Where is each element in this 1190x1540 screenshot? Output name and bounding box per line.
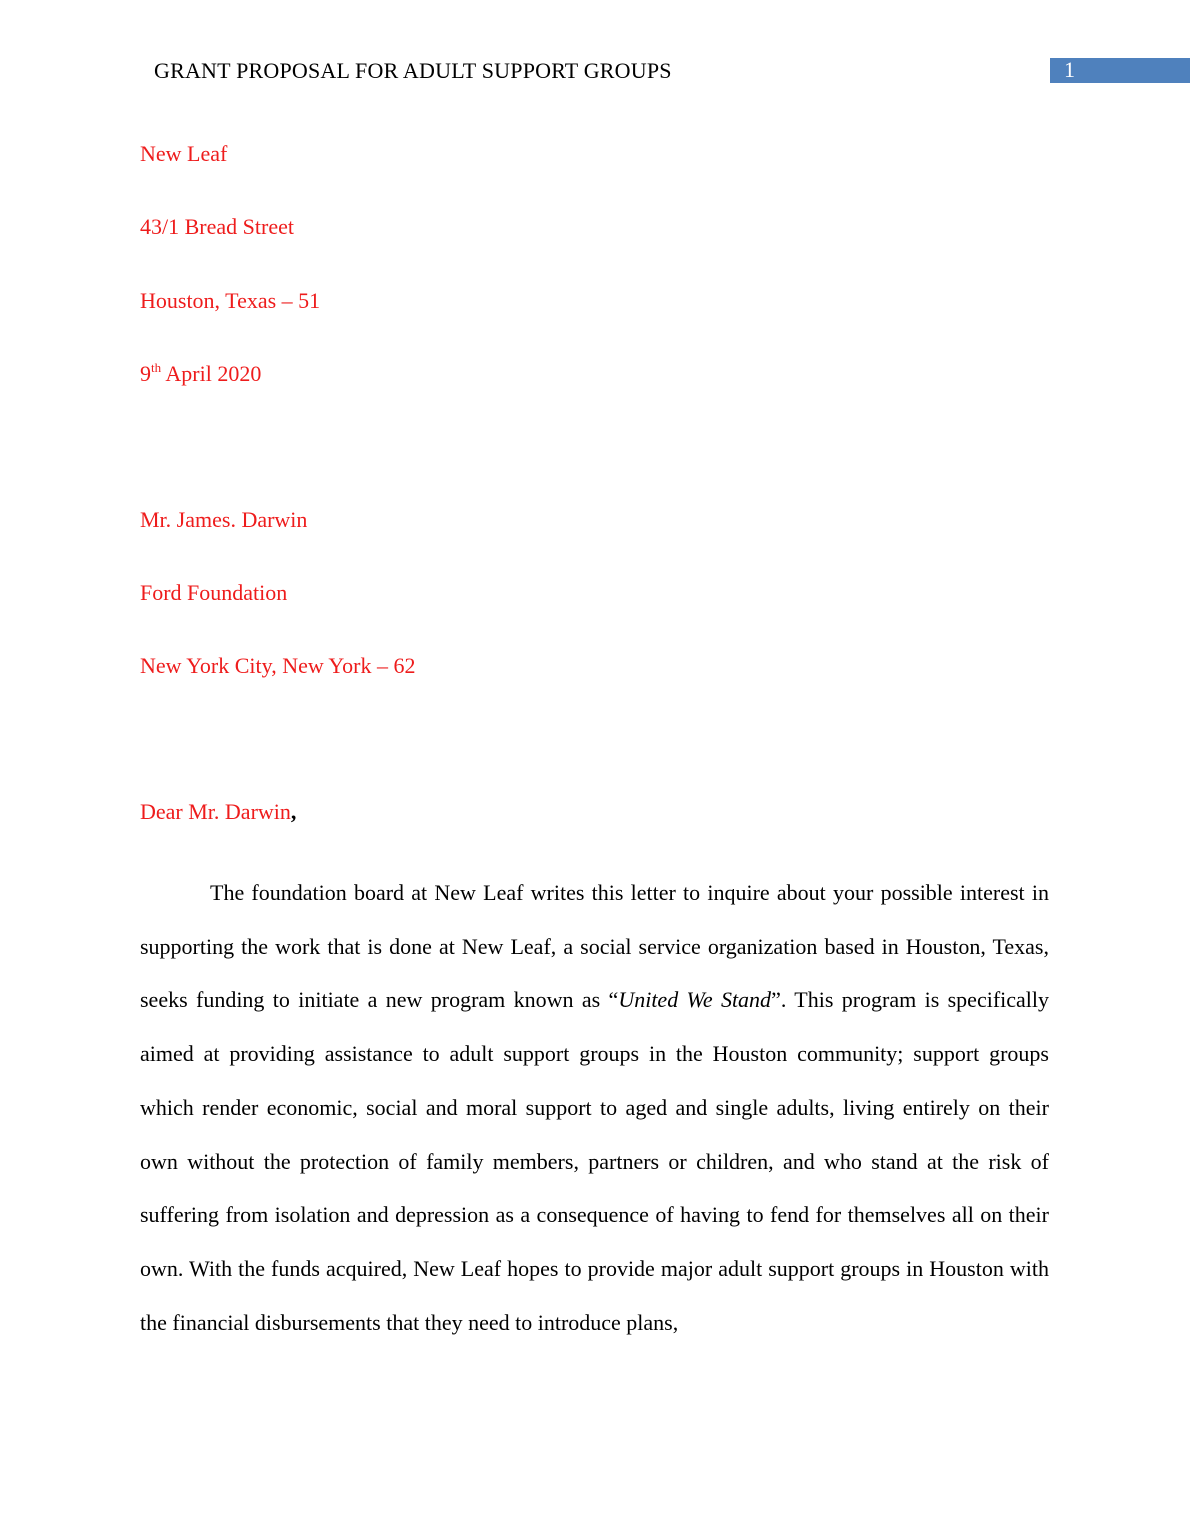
date-month-year: April 2020 (161, 361, 262, 386)
salutation (140, 799, 296, 825)
sender-organization: New Leaf (140, 141, 228, 166)
salutation-text: Dear Mr. Darwin (140, 799, 291, 824)
letter-date (140, 361, 261, 387)
sender-city: Houston, Texas – 51 (140, 288, 321, 313)
page-number-bar (1050, 58, 1190, 83)
recipient-city: New York City, New York – 62 (140, 653, 416, 678)
date-day: 9 (140, 361, 151, 386)
letter-body-paragraph (140, 866, 1049, 1349)
running-head-title: GRANT PROPOSAL FOR ADULT SUPPORT GROUPS (154, 58, 672, 83)
program-name: United We Stand (618, 987, 772, 1013)
body-text-part1: The foundation board at New Leaf writes this letter to inquire about your possible interest in supporting the work that is done at New Leaf, a social service organization based in Houston, Texas, seeks funding to initiate a new program known as “ (140, 880, 1049, 1013)
salutation-comma: , (290, 799, 297, 824)
recipient-organization: Ford Foundation (140, 580, 288, 605)
body-text-part2: ”. This program is specifically aimed at providing assistance to adult support groups in the Houston community; support groups which render economic, social and moral support to aged and single adults, living entirely on their own without the protection of family members, partners or children, and who stand at the risk of suffering from isolation and depression as a consequence of having to fend for themselves all on their own. With the funds acquired, New Leaf hopes to provide major adult support groups in Houston with the financial disbursements that they need to introduce plans, (140, 987, 1050, 1335)
page-number: 1 (1064, 57, 1075, 82)
sender-street: 43/1 Bread Street (140, 214, 294, 239)
recipient-name: Mr. James. Darwin (140, 507, 308, 532)
date-suffix: th (151, 360, 162, 375)
